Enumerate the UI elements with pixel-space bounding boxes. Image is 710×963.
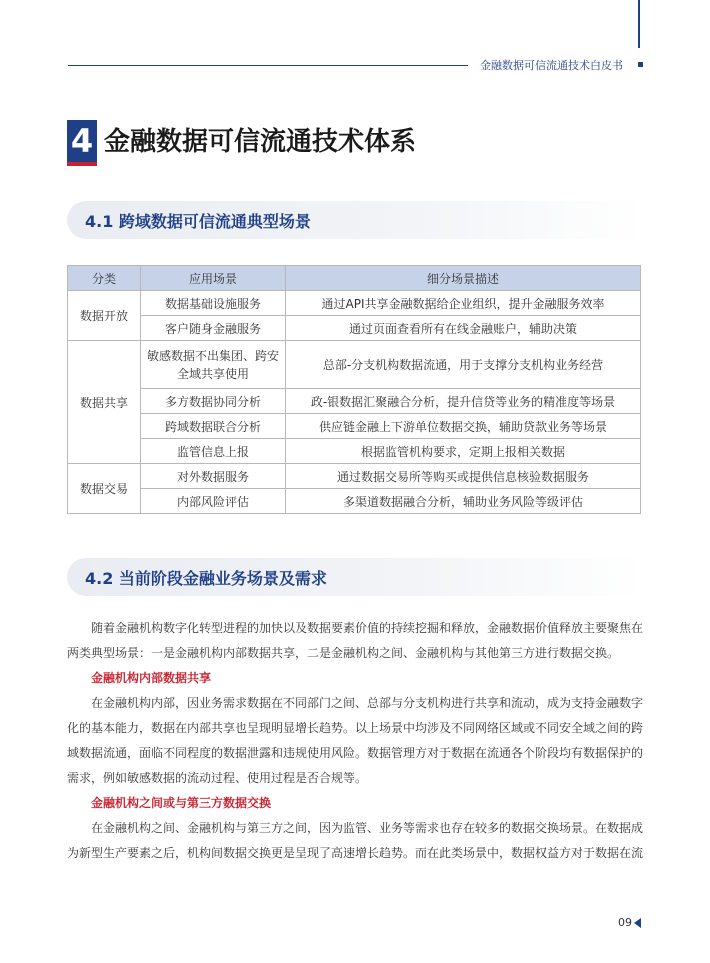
scene-cell: 内部风险评估 [141,489,286,514]
section-title: 4.2 当前阶段金融业务场景及需求 [85,569,327,588]
chapter-accent [67,162,97,166]
section-header-4-1 [67,201,642,239]
chapter-title: 金融数据可信流通技术体系 [104,127,417,157]
table-row [68,316,641,341]
table-row [68,389,641,414]
desc-cell: 供应链金融上下游单位数据交换，辅助贷款业务等场景 [286,414,641,439]
desc-cell: 总部-分支机构数据流通，用于支撑分支机构业务经营 [286,341,641,389]
paragraph-intro: 随着金融机构数字化转型进程的加快以及数据要素价值的持续挖掘和释放，金融数据价值释放主要聚焦在两类典型场景：一是金融机构内部数据共享，二是金融机构之间、金融机构与其他第三方进行数据交换。 [67,621,644,660]
table-row [68,439,641,464]
table-header-row [68,266,641,291]
table-row [68,291,641,316]
table-row [68,414,641,439]
page-number: 09 [618,916,632,929]
section-title: 4.1 跨域数据可信流通典型场景 [85,212,311,231]
scene-cell: 跨域数据联合分析 [141,414,286,439]
section-header-4-2 [67,558,642,596]
category-cell: 数据交易 [68,464,141,514]
paragraph-external-exchange: 在金融机构之间、金融机构与第三方之间，因为监管、业务等需求也存在较多的数据交换场景。在数据成为新型生产要素之后，机构间数据交换更是呈现了高速增长趋势。而在此类场景中，数据权益方对于数据在流 [67,821,644,860]
paragraph-internal-sharing: 在金融机构内部，因业务需求数据在不同部门之间、总部与分支机构进行共享和流动，成为支持金融数字化的基本能力，数据在内部共享也呈现明显增长趋势。以上场景中均涉及不同网络区域或不同安全域之间的跨域数据流通，面临不同程度的数据泄露和违规使用风险。数据管理方对于数据在流通各个阶段均有数据保护的需求，例如敏感数据的流动过程、使用过程是否合规等。 [67,696,644,785]
header-title: 金融数据可信流通技术白皮书 [480,59,623,72]
subheading-external-exchange: 金融机构之间或与第三方数据交换 [91,796,272,810]
desc-cell: 政-银数据汇聚融合分析，提升信贷等业务的精准度等场景 [286,389,641,414]
chapter-number: 4 [67,120,97,162]
scenario-table [67,265,641,514]
column-header: 应用场景 [141,266,286,291]
subheading-internal-sharing: 金融机构内部数据共享 [91,671,212,685]
header-vertical-rule [638,0,640,48]
page-arrow-icon [634,918,641,928]
category-cell: 数据共享 [68,341,141,464]
desc-cell: 根据监管机构要求，定期上报相关数据 [286,439,641,464]
table-row [68,489,641,514]
scene-cell: 多方数据协同分析 [141,389,286,414]
scene-cell: 对外数据服务 [141,464,286,489]
table-row [68,341,641,389]
scene-cell: 敏感数据不出集团、跨安全域共享使用 [141,341,286,389]
desc-cell: 多渠道数据融合分析，辅助业务风险等级评估 [286,489,641,514]
scene-cell: 数据基础设施服务 [141,291,286,316]
scene-cell: 客户随身金融服务 [141,316,286,341]
desc-cell: 通过数据交易所等购买或提供信息核验数据服务 [286,464,641,489]
body-text [67,616,643,866]
scene-cell: 监管信息上报 [141,439,286,464]
desc-cell: 通过API共享金融数据给企业组织，提升金融服务效率 [286,291,641,316]
desc-cell: 通过页面查看所有在线金融账户，辅助决策 [286,316,641,341]
column-header: 分类 [68,266,141,291]
header-rule [68,65,468,66]
column-header: 细分场景描述 [286,266,641,291]
category-cell: 数据开放 [68,291,141,341]
table-row [68,464,641,489]
header-square-icon [638,62,643,67]
